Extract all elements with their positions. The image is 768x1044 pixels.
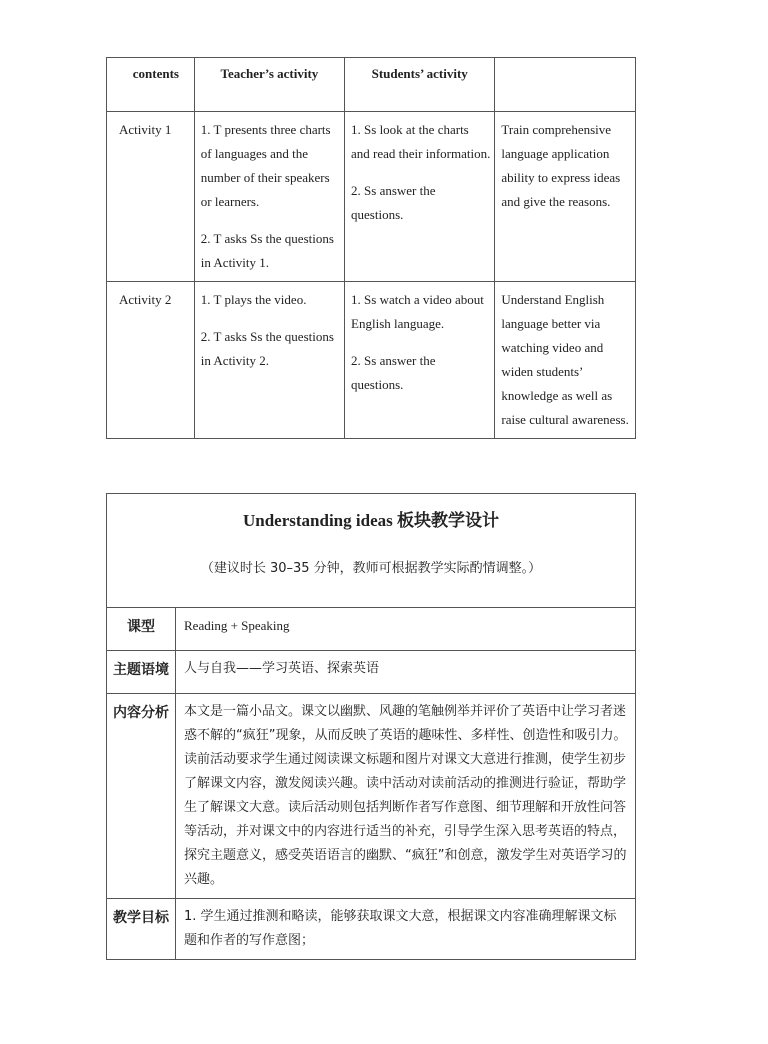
table-row (107, 651, 636, 694)
activity-name: Activity 1 (107, 112, 195, 282)
header-contents: contents (107, 58, 195, 112)
activity-table-header (107, 58, 636, 112)
students-activity-cell (345, 282, 495, 439)
table-row (107, 282, 636, 439)
students-step: 2. Ss answer the questions. (351, 183, 436, 222)
row-label: 课型 (107, 608, 176, 651)
lesson-design-table (106, 493, 636, 960)
purpose-cell: Train comprehensive language application ability to express ideas and give the reasons. (495, 112, 636, 282)
title-cell (107, 494, 636, 608)
students-step: 1. Ss look at the charts and read their information. (351, 122, 491, 161)
section-subtitle: （建议时长 30–35 分钟，教师可根据教学实际酌情调整。） (200, 561, 542, 576)
lesson-design-title-row (107, 494, 636, 608)
table-row (107, 112, 636, 282)
students-step: 1. Ss watch a video about English language. (351, 292, 484, 331)
teacher-step: 1. T plays the video. (200, 292, 307, 307)
row-label: 内容分析 (107, 694, 176, 899)
students-step: 2. Ss answer the questions. (351, 353, 436, 392)
row-label: 教学目标 (107, 899, 176, 960)
table-row (107, 608, 636, 651)
activity-name: Activity 2 (107, 282, 195, 439)
section-title: Understanding ideas 板块教学设计 (243, 511, 499, 530)
teacher-step: 1. T presents three charts of languages and the number of their speakers or learners. (200, 122, 331, 209)
header-teacher-activity: Teacher’s activity (194, 58, 344, 112)
activity-table (106, 57, 636, 439)
header-empty (495, 58, 636, 112)
students-activity-cell (345, 112, 495, 282)
teacher-step: 2. T asks Ss the questions in Activity 2. (200, 329, 334, 368)
header-students-activity: Students’ activity (345, 58, 495, 112)
row-value: Reading + Speaking (176, 608, 636, 651)
teacher-activity-cell (194, 282, 344, 439)
purpose-cell: Understand English language better via watching video and widen students’ knowledge as well as raise cultural awareness. (495, 282, 636, 439)
teacher-step: 2. T asks Ss the questions in Activity 1. (200, 231, 334, 270)
row-value: 本文是一篇小品文。课文以幽默、风趣的笔触例举并评价了英语中让学习者迷惑不解的“疯狂”现象，从而反映了英语的趣味性、多样性、创造性和吸引力。读前活动要求学生通过阅读课文标题和图片对课文大意进行推测，使学生初步了解课文内容，激发阅读兴趣。读中活动对读前活动的推测进行验证，帮助学生了解课文大意。读后活动则包括判断作者写作意图、细节理解和开放性问答等活动，并对课文中的内容进行适当的补充，引导学生深入思考英语的特点，探究主题意义，感受英语语言的幽默、“疯狂”和创意，激发学生对英语学习的兴趣。 (176, 694, 636, 899)
table-row (107, 899, 636, 960)
row-value: 人与自我——学习英语、探索英语 (176, 651, 636, 694)
row-value: 1. 学生通过推测和略读，能够获取课文大意，根据课文内容准确理解课文标题和作者的写作意图； (176, 899, 636, 960)
table-row (107, 694, 636, 899)
teacher-activity-cell (194, 112, 344, 282)
row-label: 主题语境 (107, 651, 176, 694)
